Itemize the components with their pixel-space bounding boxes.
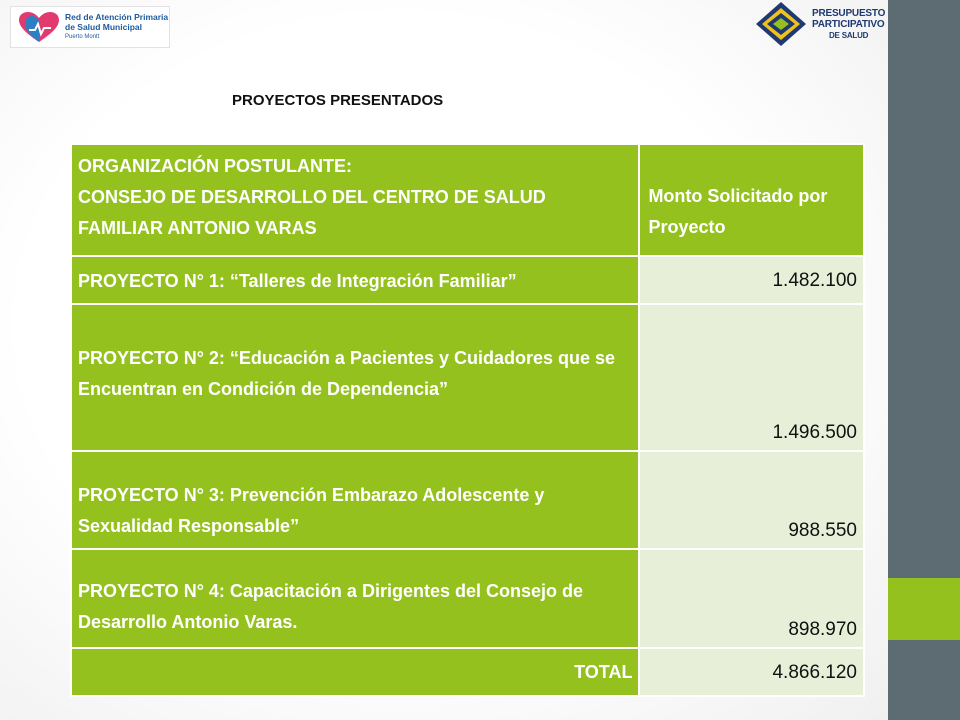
header-amount-cell: Monto Solicitado por Proyecto xyxy=(639,144,864,256)
project-label-cell: PROYECTO N° 2: “Educación a Pacientes y Cuidadores que se Encuentran en Condición de Dependencia” xyxy=(71,304,639,451)
table-header-row xyxy=(71,144,864,256)
diamond-logo-icon xyxy=(752,0,810,48)
table-row xyxy=(71,451,864,549)
sidebar-accent-block xyxy=(888,578,960,640)
heart-logo-icon xyxy=(17,10,61,44)
table-row xyxy=(71,256,864,304)
logo-right-line3: DE SALUD xyxy=(828,30,869,40)
project-amount-cell: 1.496.500 xyxy=(639,304,864,451)
project-amount-cell: 988.550 xyxy=(639,451,864,549)
presupuesto-participativo-logo xyxy=(752,0,888,48)
header-organization-label: ORGANIZACIÓN POSTULANTE: xyxy=(78,156,352,176)
project-amount-cell: 898.970 xyxy=(639,549,864,648)
total-label-cell: TOTAL xyxy=(71,648,639,696)
project-label-cell: PROYECTO N° 1: “Talleres de Integración Familiar” xyxy=(71,256,639,304)
projects-table xyxy=(70,143,865,697)
project-label-cell: PROYECTO N° 4: Capacitación a Dirigentes del Consejo de Desarrollo Antonio Varas. xyxy=(71,549,639,648)
total-amount-cell: 4.866.120 xyxy=(639,648,864,696)
logo-left-line3: Puerto Montt xyxy=(65,34,100,40)
logo-left-line2: de Salud Municipal xyxy=(65,22,142,32)
table-total-row xyxy=(71,648,864,696)
logo-right-line1: PRESUPUESTO xyxy=(812,7,886,19)
red-atencion-primaria-logo xyxy=(10,6,170,48)
project-amount-cell: 1.482.100 xyxy=(639,256,864,304)
project-label-cell: PROYECTO N° 3: Prevención Embarazo Adolescente y Sexualidad Responsable” xyxy=(71,451,639,549)
page-title: PROYECTOS PRESENTADOS xyxy=(232,92,444,109)
table-row xyxy=(71,549,864,648)
logo-left-line1: Red de Atención Primaria xyxy=(65,12,169,22)
logo-right-line2: PARTICIPATIVO xyxy=(812,18,885,30)
header-organization-cell xyxy=(71,144,639,256)
header-organization-name: CONSEJO DE DESARROLLO DEL CENTRO DE SALUD FAMILIAR ANTONIO VARAS xyxy=(78,187,546,238)
table-row xyxy=(71,304,864,451)
